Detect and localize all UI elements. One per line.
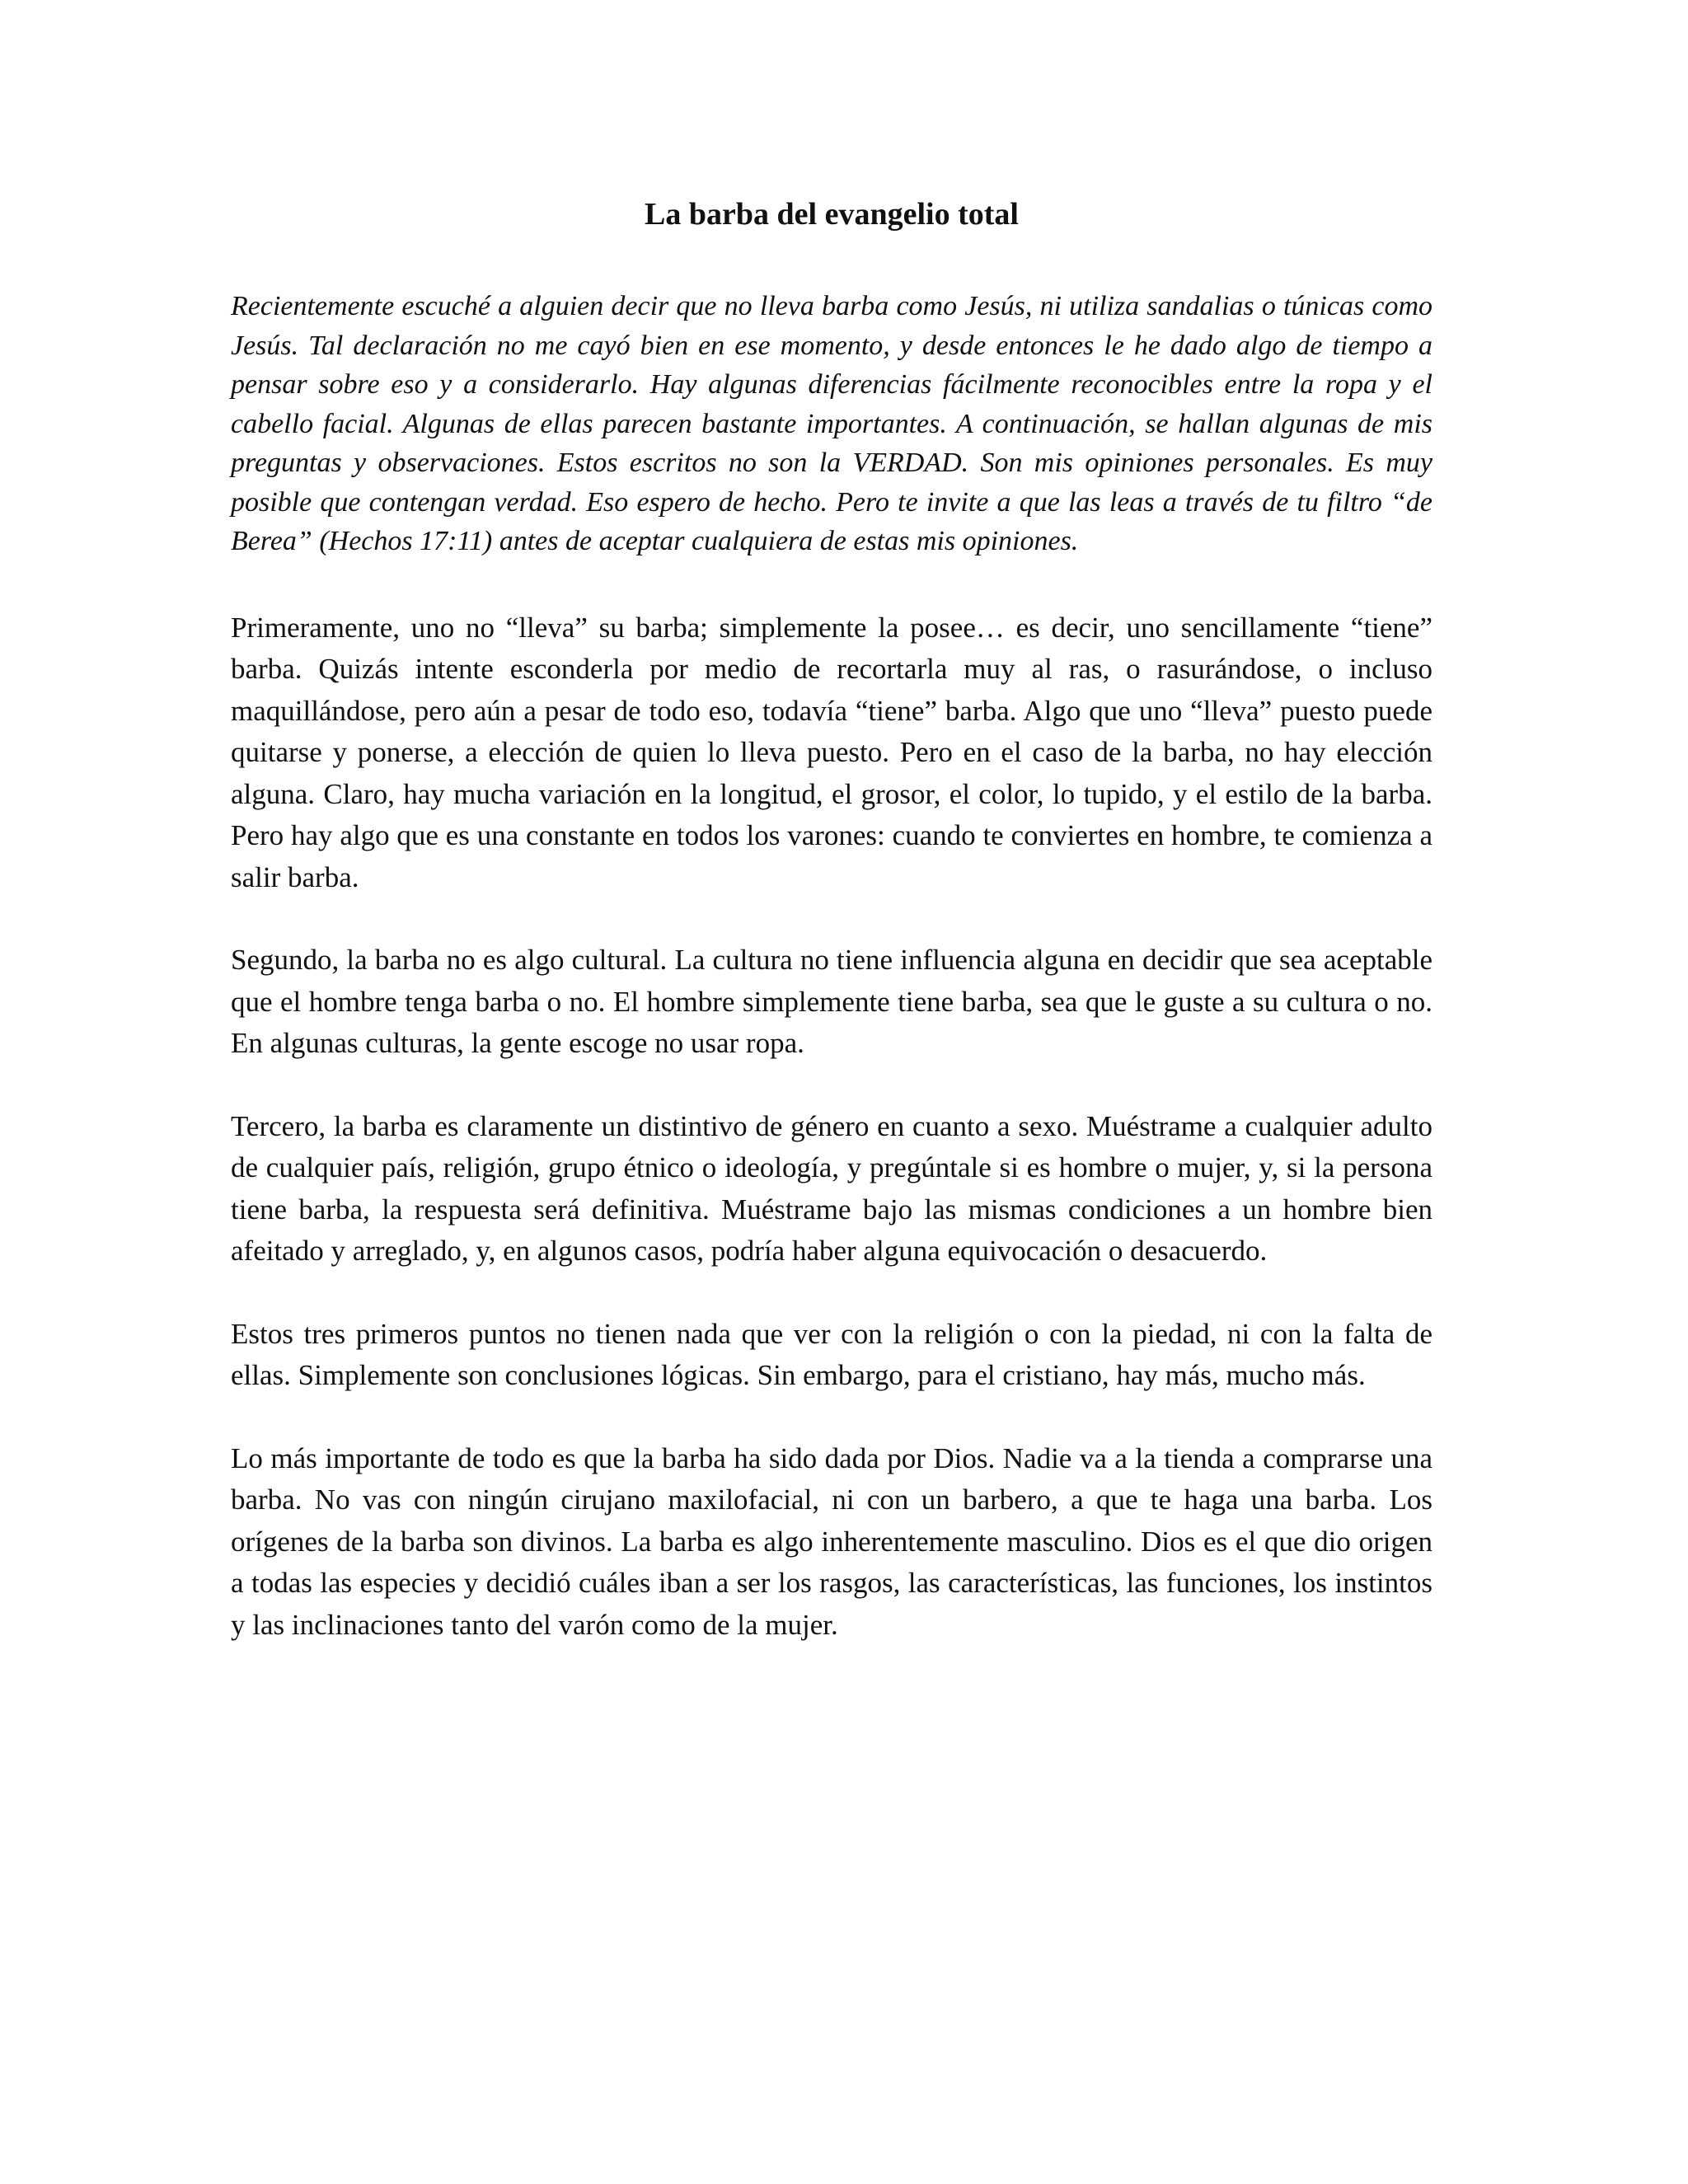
paragraph-segundo: Segundo, la barba no es algo cultural. La cultura no tiene influencia alguna en decidir que sea aceptable que el hombre tenga barba o no. El hombre simplemente tiene barba, sea que le guste a su cultura o no. En algunas culturas, la gente escoge no usar ropa. [231,944,1432,1059]
paragraph-primeramente: Primeramente, uno no “lleva” su barba; simplemente la posee… es decir, uno sencillamente “tiene” barba. Quizás intente esconderla por medio de recortarla muy al ras, o rasurándose, o incluso maquillándose, pero aún a pesar de todo eso, todavía “tiene” barba. Algo que uno “lleva” puesto puede quitarse y ponerse, a elección de quien lo lleva puesto. Pero en el caso de la barba, no hay elección alguna. Claro, hay mucha variación en la longitud, el grosor, el color, lo tupido, y el estilo de la barba. Pero hay algo que es una constante en todos los varones: cuando te conviertes en hombre, te comienza a salir barba. [231,611,1432,893]
paragraph-tercero: Tercero, la barba es claramente un distintivo de género en cuanto a sexo. Muéstrame a cualquier adulto de cualquier país, religión, grupo étnico o ideología, y pregúntale si es hombre o mujer, y, si la persona tiene barba, la respuesta será definitiva. Muéstrame bajo las mismas condiciones a un hombre bien afeitado y arreglado, y, en algunos casos, podría haber alguna equivocación o desacuerdo. [231,1109,1432,1267]
document-title: La barba del evangelio total [645,197,1019,232]
intro-paragraph: Recientemente escuché a alguien decir que no lleva barba como Jesús, ni utiliza sandalias o túnicas como Jesús. Tal declaración no me cayó bien en ese momento, y desde entonces le he dado algo de tiempo a pensar sobre eso y a considerarlo. Hay algunas diferencias fácilmente reconocibles entre la ropa y el cabello facial. Algunas de ellas parecen bastante importantes. A continuación, se hallan algunas de mis preguntas y observaciones. Estos escritos no son la VERDAD. Son mis opiniones personales. Es muy posible que contengan verdad. Eso espero de hecho. Pero te invite a que las leas a través de tu filtro “de Berea” (Hechos 17:11) antes de aceptar cualquiera de estas mis opiniones. [231,291,1432,556]
paragraph-tres-puntos: Estos tres primeros puntos no tienen nada que ver con la religión o con la piedad, ni con la falta de ellas. Simplemente son conclusiones lógicas. Sin embargo, para el cristiano, hay más, mucho más. [231,1317,1432,1391]
document-page [231,181,1432,1687]
paragraph-lo-mas-importante: Lo más importante de todo es que la barba ha sido dada por Dios. Nadie va a la tienda a comprarse una barba. No vas con ningún cirujano maxilofacial, ni con un barbero, a que te haga una barba. Los orígenes de la barba son divinos. La barba es algo inherentemente masculino. Dios es el que dio origen a todas las especies y decidió cuáles iban a ser los rasgos, las características, las funciones, los instintos y las inclinaciones tanto del varón como de la mujer. [231,1441,1432,1641]
